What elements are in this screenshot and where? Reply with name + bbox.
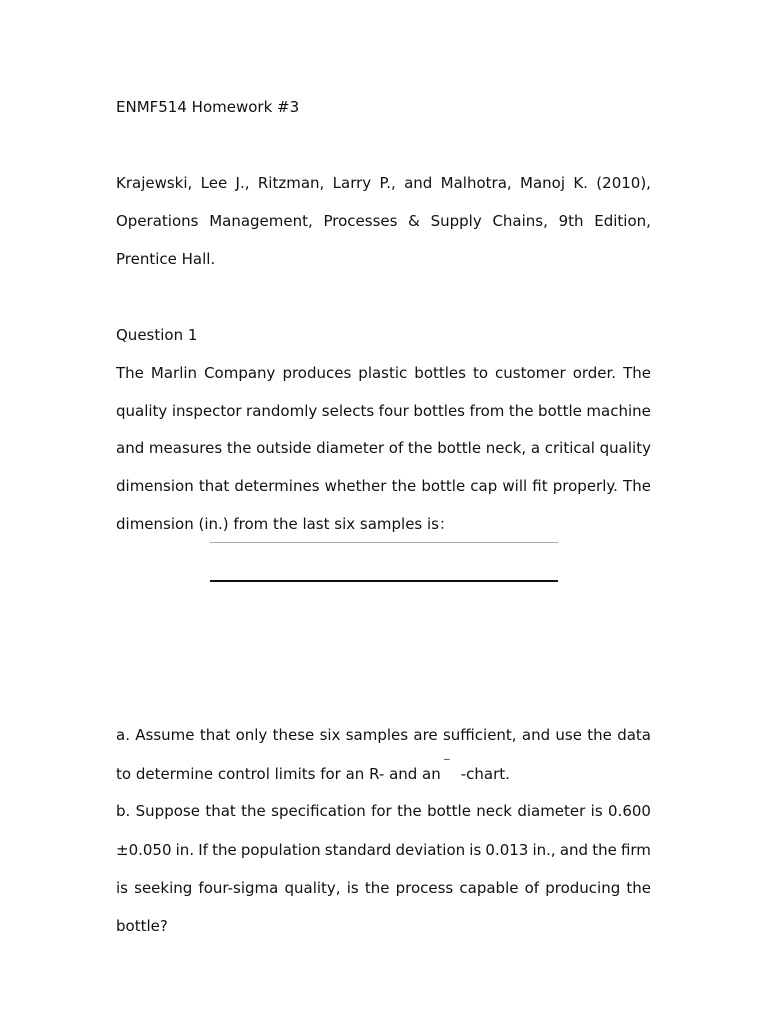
word: the — [241, 802, 266, 820]
problem-line-4 — [116, 476, 651, 496]
word: that — [205, 802, 236, 820]
word: seeking — [134, 879, 193, 897]
word: the — [508, 402, 534, 420]
word: the — [226, 439, 252, 457]
word: process — [395, 879, 454, 897]
word: bottle — [427, 802, 471, 820]
word: produces — [282, 364, 352, 382]
word: outside — [256, 439, 312, 457]
word: in. — [175, 841, 195, 859]
word: Processes — [323, 212, 398, 230]
word: the — [212, 841, 237, 859]
word: The — [623, 477, 651, 495]
word: is — [590, 802, 603, 820]
word: dimension — [116, 477, 194, 495]
xbar-symbol: ‾ — [444, 757, 450, 770]
word: The — [116, 364, 144, 382]
word: from — [469, 402, 505, 420]
word: customer — [495, 364, 566, 382]
word: K. — [573, 174, 588, 192]
word: whether — [324, 477, 387, 495]
word: and — [559, 841, 589, 859]
word: a. — [116, 726, 130, 744]
word: bottle — [538, 402, 582, 420]
word: quality, — [284, 879, 341, 897]
word: fit — [532, 477, 548, 495]
word: for — [371, 802, 392, 820]
reference-line-2 — [116, 211, 651, 231]
reference-line-3: Prentice Hall. — [116, 250, 216, 268]
word: the — [407, 439, 433, 457]
word: the — [391, 477, 417, 495]
word: ±0.050 — [116, 841, 172, 859]
word: 0.013 — [485, 841, 529, 859]
word: The — [623, 364, 651, 382]
word: properly. — [552, 477, 618, 495]
word: standard — [324, 841, 392, 859]
part-b-line-3 — [116, 878, 651, 898]
word: determines — [234, 477, 320, 495]
word: four-sigma — [198, 879, 279, 897]
word: population — [240, 841, 321, 859]
word: plastic — [358, 364, 408, 382]
word: measures — [148, 439, 223, 457]
part-b-line-4: bottle? — [116, 917, 168, 935]
table-top-rule — [210, 542, 558, 543]
word: and — [521, 726, 551, 744]
word: P., — [379, 174, 396, 192]
word: machine — [586, 402, 651, 420]
word: capable — [459, 879, 519, 897]
word: b. — [116, 802, 131, 820]
word: randomly — [246, 402, 318, 420]
word: inspector — [171, 402, 242, 420]
word: is — [116, 879, 128, 897]
word: Suppose — [135, 802, 200, 820]
word: these — [272, 726, 315, 744]
word: cap — [470, 477, 498, 495]
word: Larry — [332, 174, 372, 192]
word: of — [388, 439, 404, 457]
word: Assume — [135, 726, 195, 744]
word: sufficient, — [442, 726, 517, 744]
word: data — [617, 726, 651, 744]
word: in., — [532, 841, 556, 859]
word: diameter — [316, 439, 385, 457]
word: Edition, — [594, 212, 651, 230]
part-a-line-2 — [116, 764, 651, 784]
word: quality — [116, 402, 168, 420]
word: deviation — [395, 841, 466, 859]
word: the — [397, 802, 422, 820]
word: specification — [271, 802, 366, 820]
word: Company — [204, 364, 276, 382]
word: neck — [476, 802, 512, 820]
word: samples — [345, 726, 409, 744]
word: bottle — [437, 439, 482, 457]
problem-line-2 — [116, 401, 651, 421]
word: (2010), — [596, 174, 651, 192]
word: of — [524, 879, 540, 897]
reference-line-1 — [116, 173, 651, 193]
part-b-line-2 — [116, 840, 651, 860]
word: the — [592, 841, 617, 859]
word: quality — [599, 439, 651, 457]
problem-line-1 — [116, 363, 651, 383]
word: only — [235, 726, 268, 744]
word: is — [469, 841, 482, 859]
word: selects — [321, 402, 375, 420]
word: If — [198, 841, 208, 859]
word: four — [378, 402, 409, 420]
word: are — [413, 726, 438, 744]
word: is — [346, 879, 359, 897]
word: six — [319, 726, 341, 744]
word: will — [502, 477, 528, 495]
part-a-text-after: -chart. — [460, 765, 510, 783]
word: Krajewski, — [116, 174, 193, 192]
document-title: ENMF514 Homework #3 — [116, 98, 300, 116]
word: neck, — [485, 439, 527, 457]
word: the — [587, 726, 612, 744]
word: and — [116, 439, 145, 457]
word: to — [472, 364, 489, 382]
word: a — [530, 439, 541, 457]
word: Lee — [200, 174, 228, 192]
word: that — [199, 726, 231, 744]
word: 9th — [558, 212, 584, 230]
word: & — [408, 212, 420, 230]
word: Operations — [116, 212, 199, 230]
word: producing — [545, 879, 621, 897]
word: bottle — [421, 477, 466, 495]
word: and — [404, 174, 433, 192]
word: firm — [620, 841, 651, 859]
word: Manoj — [520, 174, 565, 192]
part-b-line-1 — [116, 801, 651, 821]
word: that — [198, 477, 230, 495]
problem-line-5: dimension (in.) from the last six samples is： — [116, 515, 454, 533]
word: Management, — [209, 212, 313, 230]
word: diameter — [517, 802, 586, 820]
word: J., — [235, 174, 250, 192]
word: bottles — [413, 402, 465, 420]
word: order. — [572, 364, 617, 382]
word: use — [555, 726, 582, 744]
word: 0.600 — [608, 802, 651, 820]
word: critical — [544, 439, 595, 457]
word: Ritzman, — [257, 174, 325, 192]
word: Chains, — [492, 212, 548, 230]
word: the — [364, 879, 390, 897]
word: Marlin — [150, 364, 198, 382]
problem-line-3 — [116, 438, 651, 458]
part-a-line-1 — [116, 725, 651, 745]
word: Malhotra, — [440, 174, 512, 192]
word: Supply — [430, 212, 482, 230]
part-a-text-before: to determine control limits for an R- and an — [116, 765, 441, 783]
question-heading: Question 1 — [116, 326, 198, 344]
word: the — [626, 879, 651, 897]
table-header-rule — [210, 580, 558, 582]
word: bottles — [414, 364, 466, 382]
